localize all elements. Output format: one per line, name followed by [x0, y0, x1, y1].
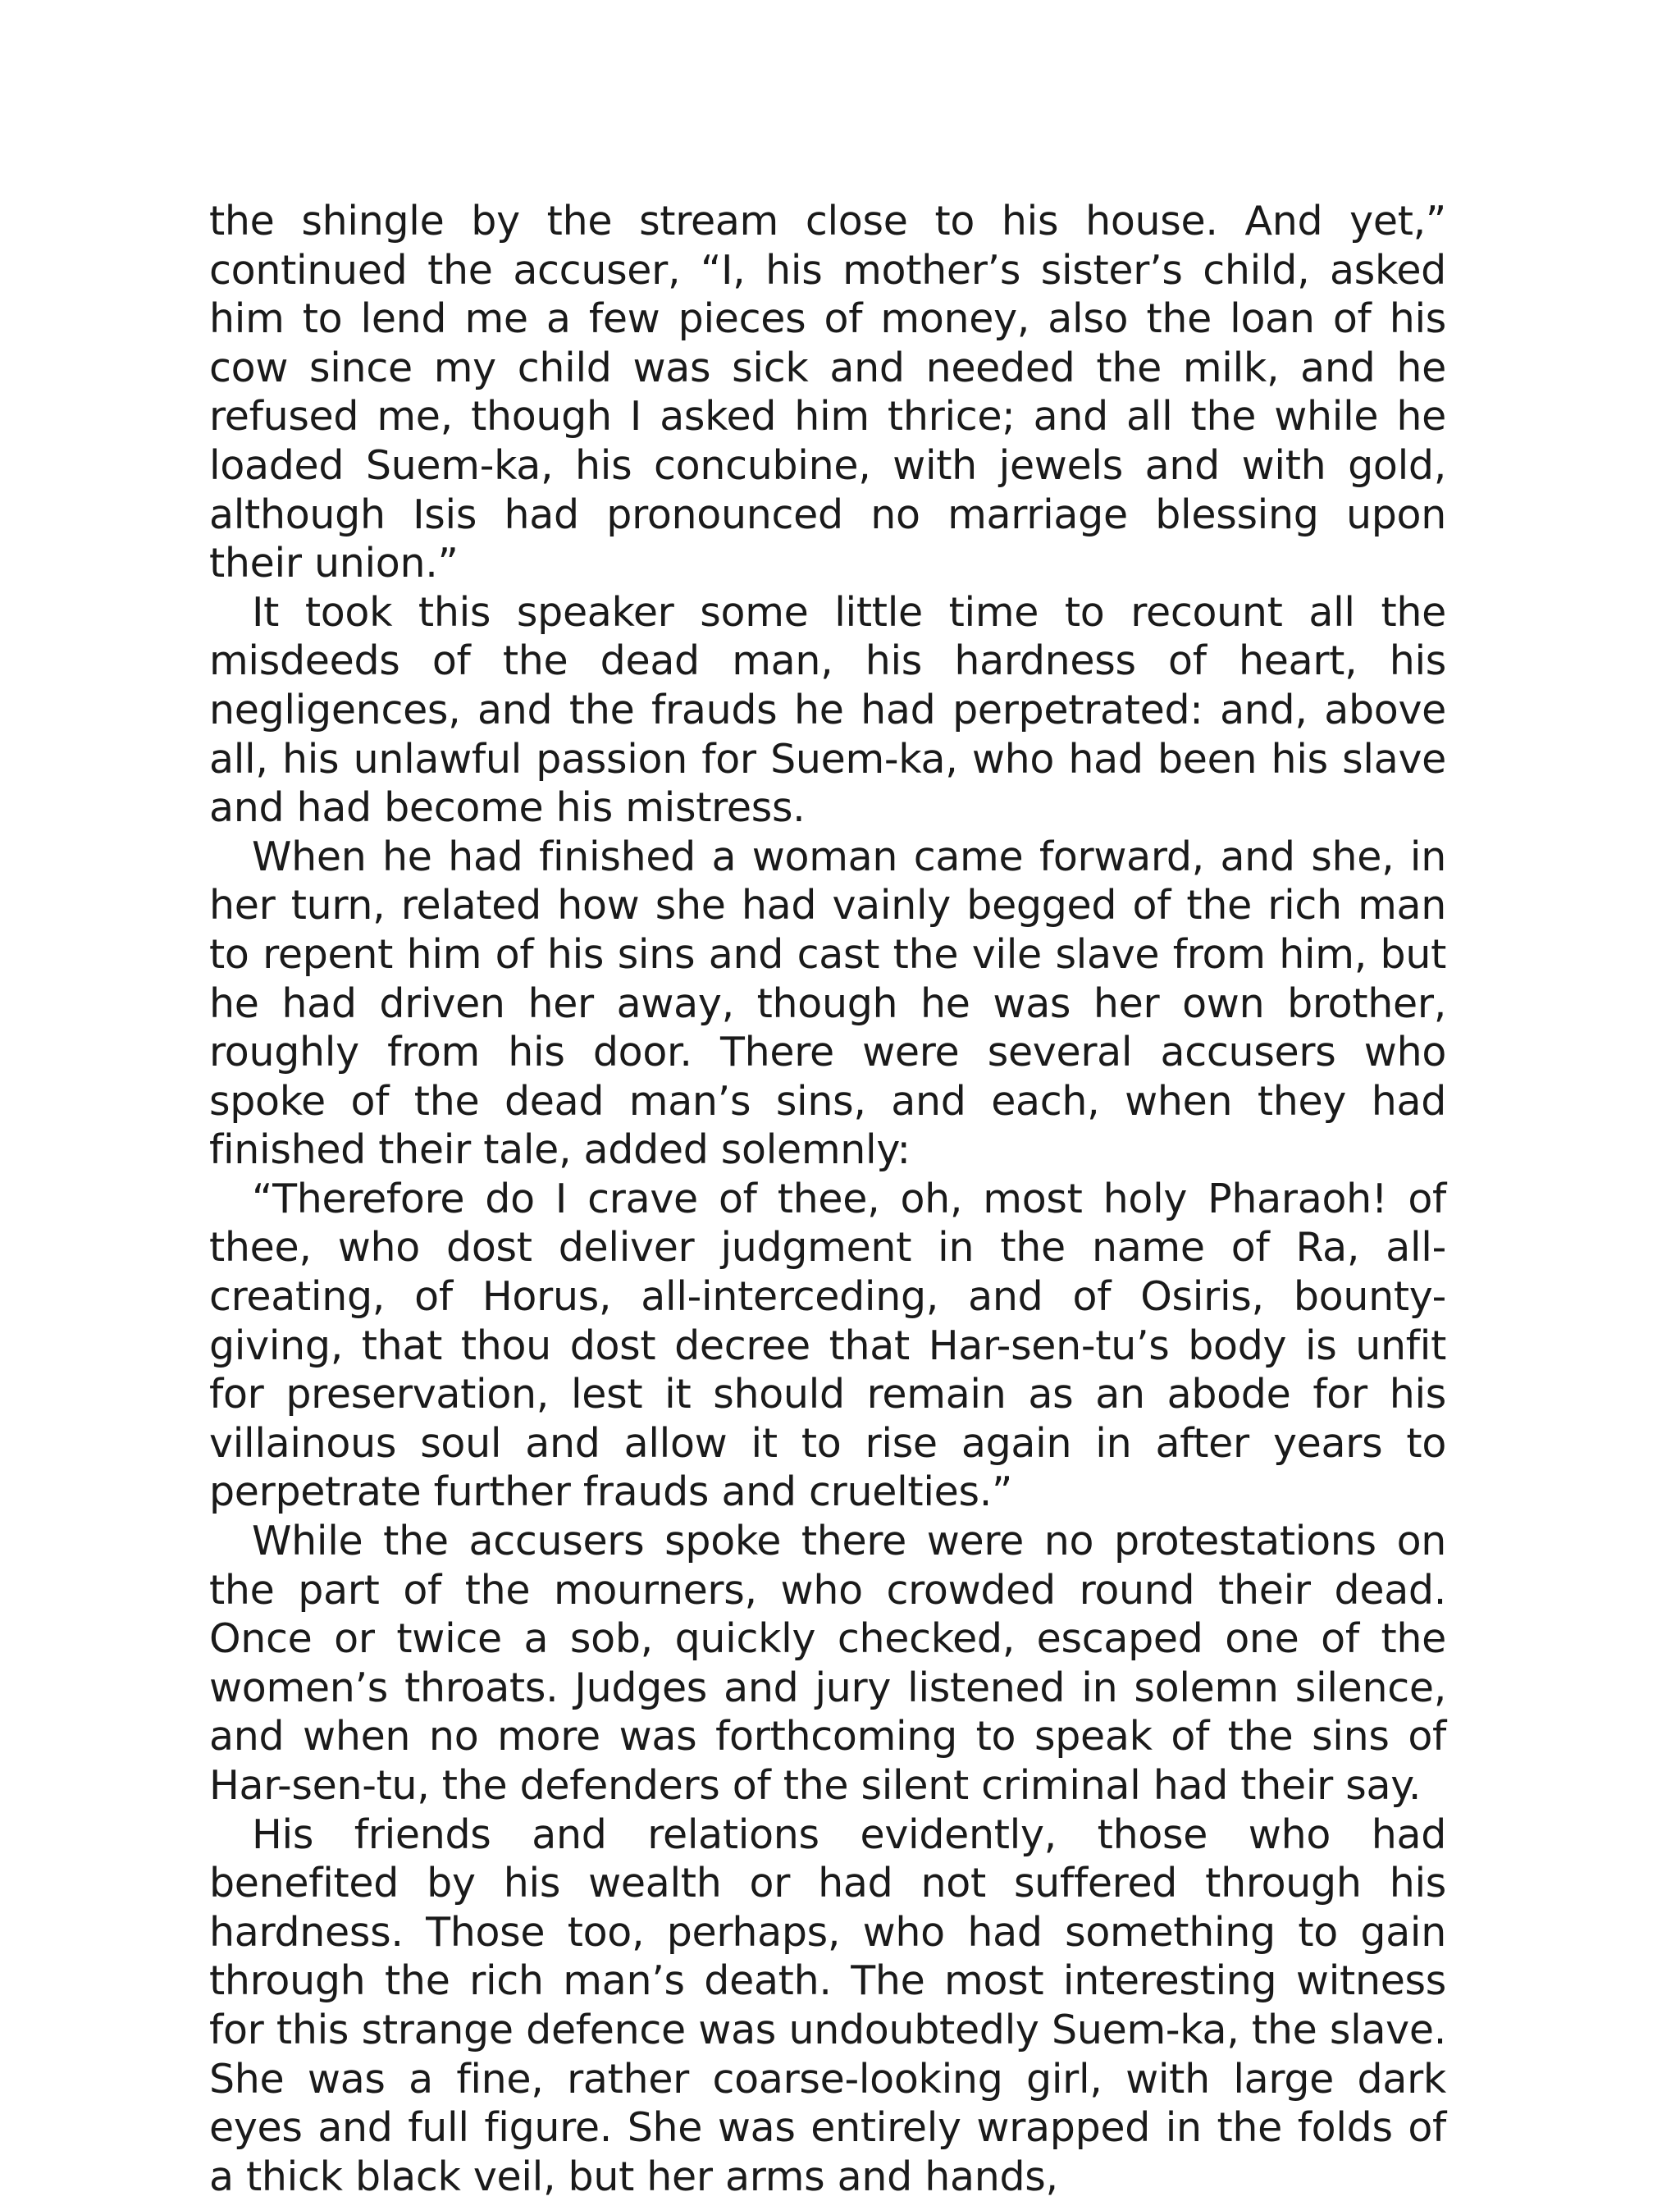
paragraph-continuation: the shingle by the stream close to his house. And yet,” continued the accuser, “I, his mother’s sister’s child, asked him to lend me a few pieces of money, also the loan of his cow since my child was sick and needed the milk, and he refused me, though I asked him thrice; and all the while he loaded Suem-ka, his concubine, with jewels and with gold, although Isis had pronounced no marriage blessing upon their union.” — [209, 198, 1446, 587]
body-text — [209, 197, 1446, 2201]
paragraph: It took this speaker some little time to recount all the misdeeds of the dead man, his hardness of heart, his negligences, and the frauds he had perpetrated: and, above all, his unlawful passion for Suem-ka, who had been his slave and had become his mistress. — [209, 588, 1446, 832]
paragraph: When he had finished a woman came forward, and she, in her turn, related how she had vainly begged of the rich man to repent him of his sins and cast the vile slave from him, but he had driven her away, though he was her own brother, roughly from his door. There were several accusers who spoke of the dead man’s sins, and each, when they had finished their tale, added solemnly: — [209, 833, 1446, 1174]
paragraph: His friends and relations evidently, those who had benefited by his wealth or had not suffered through his hardness. Those too, perhaps, who had something to gain through the rich man’s death. The most interesting witness for this strange defence was undoubtedly Suem-ka, the slave. She was a fine, rather coarse-looking girl, with large dark eyes and full figure. She was entirely wrapped in the folds of a thick black veil, but her arms and hands, — [209, 1811, 1446, 2200]
paragraph: While the accusers spoke there were no protestations on the part of the mourners, who crowded round their dead. Once or twice a sob, quickly checked, escaped one of the women’s throats. Judges and jury listened in solemn silence, and when no more was forthcoming to speak of the sins of Har-sen-tu, the defenders of the silent criminal had their say. — [209, 1518, 1446, 1809]
paragraph: “Therefore do I crave of thee, oh, most holy Pharaoh! of thee, who dost deliver judgment in the name of Ra, all-creating, of Horus, all-interceding, and of Osiris, bounty-giving, that thou dost decree that Har-sen-tu’s body is unfit for preservation, lest it should remain as an abode for his villainous soul and allow it to rise again in after years to perpetrate further frauds and cruelties.” — [209, 1175, 1446, 1516]
